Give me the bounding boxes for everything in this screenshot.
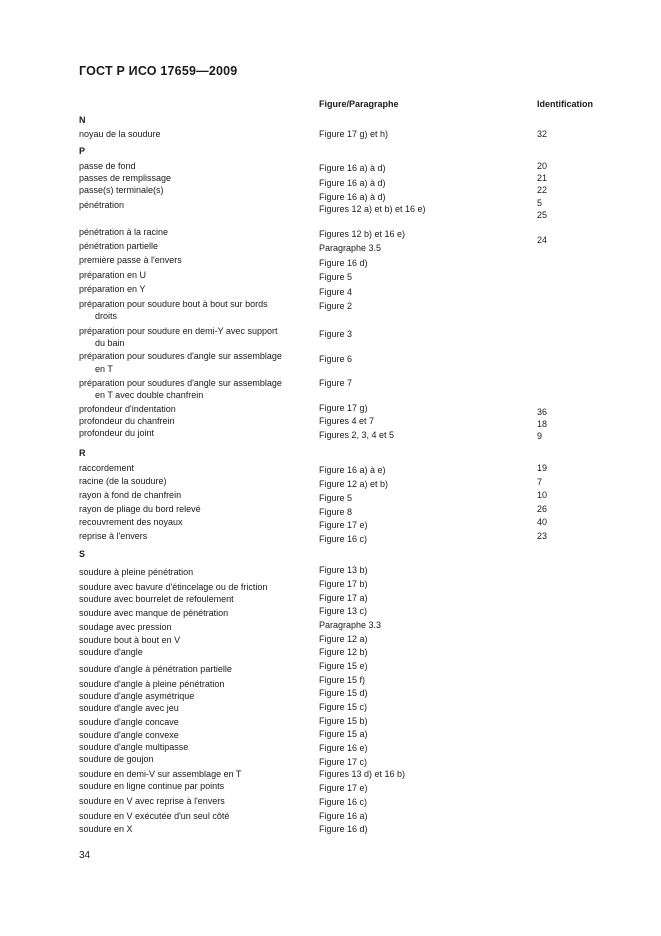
figure-reference: Figure 17 g) — [319, 403, 368, 413]
figure-reference: Figure 16 c) — [319, 534, 368, 544]
index-term: soudure d'angle concave — [79, 717, 179, 727]
identification-number: 26 — [537, 504, 548, 514]
index-term: préparation en Y — [79, 284, 146, 294]
figure-reference: Figure 6 — [319, 354, 353, 364]
column-header-figure: Figure/Paragraphe — [319, 99, 399, 109]
identification-number: 7 — [537, 477, 543, 487]
figure-reference: Figure 15 d) — [319, 688, 368, 698]
figure-reference: Figure 5 — [319, 272, 353, 282]
index-term: recouvrement des noyaux — [79, 517, 183, 527]
figure-reference: Figure 16 d) — [319, 258, 368, 268]
section-letter-s: S — [79, 549, 86, 559]
index-term: pénétration partielle — [79, 241, 159, 251]
document-header: ГОСТ Р ИСО 17659—2009 — [79, 64, 238, 78]
index-term: noyau de la soudure — [79, 129, 161, 139]
figure-reference: Figure 15 a) — [319, 729, 368, 739]
index-term: soudure avec manque de pénétration — [79, 608, 229, 618]
figure-reference: Figure 15 e) — [319, 661, 368, 671]
figure-reference: Figure 2 — [319, 301, 353, 311]
identification-number: 22 — [537, 185, 548, 195]
section-letter-r: R — [79, 448, 86, 458]
figure-reference: Figure 4 — [319, 287, 353, 297]
figure-reference: Figure 16 a) à e) — [319, 465, 386, 475]
identification-number: 19 — [537, 463, 548, 473]
figure-reference: Figure 17 g) et h) — [319, 129, 389, 139]
figure-reference: Figure 16 d) — [319, 824, 368, 834]
figure-reference: Figures 13 d) et 16 b) — [319, 769, 406, 779]
index-term: passe de fond — [79, 161, 136, 171]
index-term: soudure en X — [79, 824, 133, 834]
index-term: raccordement — [79, 463, 135, 473]
index-term: soudure de goujon — [79, 754, 154, 764]
index-term: préparation pour soudures d'angle sur assemblage — [79, 378, 282, 388]
figure-reference: Figure 15 f) — [319, 675, 366, 685]
index-term: soudure à pleine pénétration — [79, 567, 194, 577]
identification-number: 20 — [537, 161, 548, 171]
figure-reference: Figure 17 e) — [319, 520, 368, 530]
index-term: rayon à fond de chanfrein — [79, 490, 182, 500]
identification-number: 21 — [537, 173, 548, 183]
identification-number: 10 — [537, 490, 548, 500]
index-term: reprise à l'envers — [79, 531, 148, 541]
index-term: soudure d'angle à pénétration partielle — [79, 664, 232, 674]
index-term: première passe à l'envers — [79, 255, 182, 265]
index-term: préparation pour soudure bout à bout sur bords — [79, 299, 268, 309]
figure-reference: Figure 17 b) — [319, 579, 368, 589]
index-term: profondeur du chanfrein — [79, 416, 175, 426]
figure-reference: Figure 17 e) — [319, 783, 368, 793]
figure-reference: Paragraphe 3.5 — [319, 243, 382, 253]
identification-number: 18 — [537, 419, 548, 429]
identification-number: 24 — [537, 235, 548, 245]
figure-reference: Figure 16 c) — [319, 797, 368, 807]
index-term: rayon de pliage du bord relevé — [79, 504, 201, 514]
identification-number: 32 — [537, 129, 548, 139]
index-term: pénétration à la racine — [79, 227, 169, 237]
identification-number: 5 — [537, 198, 543, 208]
figure-reference: Figure 16 a) à d) — [319, 163, 386, 173]
index-term-continuation: en T — [95, 364, 113, 374]
index-term: soudure en V avec reprise à l'envers — [79, 796, 225, 806]
figure-reference: Figure 16 e) — [319, 743, 368, 753]
index-term: racine (de la soudure) — [79, 476, 167, 486]
index-term: préparation pour soudures d'angle sur assemblage — [79, 351, 282, 361]
figure-reference: Figures 2, 3, 4 et 5 — [319, 430, 395, 440]
index-term: profondeur d'indentation — [79, 404, 176, 414]
index-term: soudure en ligne continue par points — [79, 781, 225, 791]
figure-reference: Figures 4 et 7 — [319, 416, 375, 426]
column-header-identification: Identification — [537, 99, 593, 109]
index-term: soudure d'angle avec jeu — [79, 703, 179, 713]
index-term: profondeur du joint — [79, 428, 155, 438]
identification-number: 25 — [537, 210, 548, 220]
figure-reference: Figure 16 a) à d) — [319, 192, 386, 202]
index-term: soudure avec bavure d'étincelage ou de friction — [79, 582, 268, 592]
section-letter-n: N — [79, 115, 86, 125]
figure-reference: Figure 12 b) — [319, 647, 368, 657]
figure-reference: Figure 15 b) — [319, 716, 368, 726]
figure-reference: Figure 3 — [319, 329, 353, 339]
index-term-continuation: du bain — [95, 338, 125, 348]
figure-reference: Figure 17 a) — [319, 593, 368, 603]
figure-reference: Figure 16 a) à d) — [319, 178, 386, 188]
index-term: soudure avec bourrelet de refoulement — [79, 594, 234, 604]
identification-number: 23 — [537, 531, 548, 541]
index-term: soudure en demi-V sur assemblage en T — [79, 769, 242, 779]
index-term: préparation en U — [79, 270, 147, 280]
figure-reference: Figure 13 b) — [319, 565, 368, 575]
figure-reference: Figure 12 a) — [319, 634, 368, 644]
index-term-continuation: en T avec double chanfrein — [95, 390, 204, 400]
index-term: passe(s) terminale(s) — [79, 185, 164, 195]
index-term: soudure d'angle asymétrique — [79, 691, 195, 701]
index-term: passes de remplissage — [79, 173, 172, 183]
index-term: soudure d'angle multipasse — [79, 742, 189, 752]
index-term: soudage avec pression — [79, 622, 172, 632]
identification-number: 36 — [537, 407, 548, 417]
figure-reference: Figure 8 — [319, 507, 353, 517]
index-term: soudure d'angle à pleine pénétration — [79, 679, 225, 689]
figure-reference: Figure 13 c) — [319, 606, 368, 616]
index-term: préparation pour soudure en demi-Y avec support — [79, 326, 278, 336]
index-term: pénétration — [79, 200, 125, 210]
figure-reference: Figures 12 a) et b) et 16 e) — [319, 204, 426, 214]
figure-reference: Figure 15 c) — [319, 702, 368, 712]
index-term: soudure d'angle convexe — [79, 730, 179, 740]
figure-reference: Figure 7 — [319, 378, 353, 388]
section-letter-p: P — [79, 146, 86, 156]
index-term: soudure en V exécutée d'un seul côté — [79, 811, 230, 821]
identification-number: 40 — [537, 517, 548, 527]
index-term-continuation: droits — [95, 311, 118, 321]
index-term: soudure d'angle — [79, 647, 143, 657]
index-term: soudure bout à bout en V — [79, 635, 181, 645]
figure-reference: Figure 17 c) — [319, 757, 368, 767]
identification-number: 9 — [537, 431, 543, 441]
figure-reference: Figures 12 b) et 16 e) — [319, 229, 406, 239]
figure-reference: Figure 16 a) — [319, 811, 368, 821]
figure-reference: Figure 12 a) et b) — [319, 479, 389, 489]
page-number: 34 — [79, 850, 91, 861]
figure-reference: Figure 5 — [319, 493, 353, 503]
figure-reference: Paragraphe 3.3 — [319, 620, 382, 630]
